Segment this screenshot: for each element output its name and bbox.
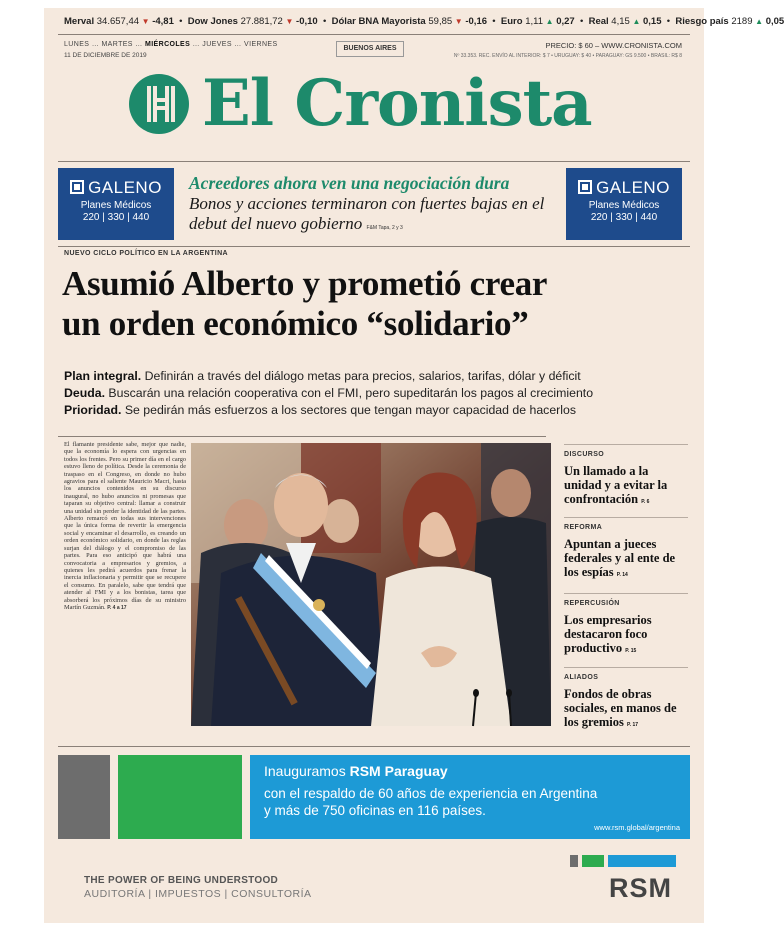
issue-date: 11 DE DICIEMBRE DE 2019 [64, 52, 147, 59]
ticker-real-change: 0,15 [643, 16, 662, 27]
galeno-brand: GALENO [58, 178, 174, 198]
cronista-logo-icon [129, 74, 189, 134]
galeno-ad-right[interactable] [566, 168, 682, 240]
lead-body-text: El flamante presidente sabe, mejor que nadie, que la economía lo espera con urgencias en todos los frentes. Pero su primer día en el cargo estuvo lleno de política. Desde la ceremonia de traspaso en el Congreso, en donde no hubo agravios para el saliente Mauricio Macri, hasta los anuncios contenidos en su discurso inaugural, no hubo anuncios ni promesas que taparan su objetivo central: llamar a construir una unidad sin perder la identidad de las partes. Alberto remarcó en todas sus intervenciones que la única forma de revertir la emergencia social y encaminar el desarrollo, es creando un orden económico solidario, en donde las reglas surjan del diálogo y el compromiso de las partes. Para eso anticipó que habrá una convocatoria a empresarios y gremios, a quienes les pedirá acuerdos para frenar la inercia inflacionaria y permitir que se recupere el consumo. En paralelo, sabe que tendrá que atender al FMI y a los bonistas, tarea que absorberá los próximos días de su ministro Martín Guzmán. P. 4 a 17 [64, 441, 186, 611]
divider [58, 161, 690, 162]
sidebar-item[interactable] [564, 667, 688, 732]
sidebar-item[interactable] [564, 517, 688, 582]
bullet-item: Plan integral. Definirán a través del diálogo metas para precios, salarios, tarifas, dólar y déficit [64, 369, 581, 383]
rsm-ad[interactable] [58, 755, 690, 923]
ticker-dow-value: 27.881,72 [240, 16, 283, 27]
down-arrow-icon: ▼ [454, 17, 463, 26]
ticker-real-label: Real [588, 16, 609, 27]
rsm-body: con el respaldo de 60 años de experiencia en Argentina y más de 750 oficinas en 116 países. [264, 786, 598, 818]
sidebar-category: REFORMA [564, 517, 688, 531]
ticker-euro-change: 0,27 [556, 16, 575, 27]
inauguration-photo [191, 443, 551, 726]
lead-photo [191, 443, 551, 726]
price-and-url: PRECIO: $ 60 – WWW.CRONISTA.COM [545, 41, 682, 50]
sidebar-category: REPERCUSIÓN [564, 593, 688, 607]
rsm-logo-square-icon [608, 855, 676, 867]
galeno-ad-left[interactable] [58, 168, 174, 240]
top-story-deck[interactable]: Bonos y acciones terminaron con fuertes bajas en el debut del nuevo gobierno F&M Tapa, 2 y 3 [189, 194, 545, 233]
ticker-euro-label: Euro [500, 16, 523, 27]
rsm-blue-panel [250, 755, 690, 839]
weekday: JUEVES [202, 41, 232, 48]
galeno-sub: Planes Médicos [588, 200, 660, 211]
sidebar-title: Un llamado a la unidad y a evitar la confrontación P. 6 [564, 464, 668, 506]
ticker-dolar-change: -0,16 [465, 16, 488, 27]
weekday-list: LUNES … MARTES … MIÉRCOLES … JUEVES … VIERNES [64, 41, 278, 48]
sidebar-item[interactable] [564, 444, 688, 509]
galeno-plans: 220 | 330 | 440 [82, 212, 150, 223]
ticker-dow-label: Dow Jones [187, 16, 238, 27]
divider [58, 34, 690, 35]
ticker-riesgo-label: Riesgo país [675, 16, 729, 27]
rsm-green-block [118, 755, 242, 839]
galeno-logo-icon [578, 180, 592, 194]
rsm-logo-square-icon [570, 855, 578, 867]
sidebar-title: Fondos de obras sociales, en manos de los gremios P. 17 [564, 687, 677, 729]
rsm-services: AUDITORÍA | IMPUESTOS | CONSULTORÍA [84, 888, 312, 900]
market-ticker: Merval 34.657,44 ▼ -4,81 • Dow Jones 27.881,72 ▼ -0,10 • Dólar BNA Mayorista 59,85 ▼ -0,16 • Euro 1,11 ▲ 0,27 • Real 4,15 ▲ 0,15 • Riesgo país 2189 ▲ 0,05 [64, 16, 784, 27]
lead-headline[interactable]: Asumió Alberto y prometió crear un orden económico “solidario” [62, 264, 548, 343]
rsm-headline: Inauguramos RSM Paraguay [264, 763, 448, 779]
lead-page-ref: P. 4 a 17 [107, 604, 127, 611]
rsm-gray-block [58, 755, 110, 839]
bullet-item: Prioridad. Se pedirán más esfuerzos a los sectores que tengan mayor capacidad de hacerlos [64, 403, 576, 417]
sidebar-title: Los empresarios destacaron foco productivo P. 15 [564, 613, 652, 655]
ticker-merval-change: -4,81 [152, 16, 174, 27]
edition-city: BUENOS AIRES [336, 41, 404, 57]
galeno-logo-icon [70, 180, 84, 194]
galeno-brand: GALENO [566, 178, 682, 198]
ticker-dolar-value: 59,85 [428, 16, 453, 27]
weekday-selected: MIÉRCOLES [144, 41, 191, 48]
ticker-riesgo-change: 0,05 [765, 16, 784, 27]
top-story-ref: F&M Tapa, 2 y 3 [366, 225, 403, 231]
rsm-logo-square-icon [582, 855, 604, 867]
sidebar-category: ALIADOS [564, 667, 688, 681]
divider [58, 246, 690, 247]
ticker-real-value: 4,15 [611, 16, 630, 27]
rsm-url[interactable]: www.rsm.global/argentina [594, 823, 680, 832]
up-arrow-icon: ▲ [755, 17, 764, 26]
divider [58, 436, 546, 437]
ticker-dolar-label: Dólar BNA Mayorista [331, 16, 426, 27]
down-arrow-icon: ▼ [141, 17, 150, 26]
down-arrow-icon: ▼ [285, 17, 294, 26]
up-arrow-icon: ▲ [545, 17, 554, 26]
fine-print: Nº 33.353. REC. ENVÍO AL INTERIOR: $ 7 • URUGUAY: $ 40 • PARAGUAY: GS 9.500 • BRASIL: R$ 8 [453, 53, 682, 59]
weekday: MARTES [101, 41, 133, 48]
rsm-logo: RSM [609, 873, 672, 903]
up-arrow-icon: ▲ [632, 17, 641, 26]
bullet-item: Deuda. Buscarán una relación cooperativa con el FMI, pero supeditarán los pagos al crecimiento [64, 386, 594, 400]
ticker-merval-label: Merval [64, 16, 95, 27]
ticker-riesgo-value: 2189 [731, 16, 753, 27]
ticker-euro-value: 1,11 [525, 16, 543, 27]
top-story-kicker[interactable]: Acreedores ahora ven una negociación dura [189, 173, 510, 193]
ticker-merval-value: 34.657,44 [96, 16, 140, 27]
divider [58, 746, 690, 747]
lead-bullets [64, 368, 694, 419]
galeno-plans: 220 | 330 | 440 [590, 212, 658, 223]
rsm-tagline: THE POWER OF BEING UNDERSTOOD [84, 875, 279, 886]
lead-section-label: NUEVO CICLO POLÍTICO EN LA ARGENTINA [64, 250, 228, 257]
weekday: VIERNES [244, 41, 278, 48]
sidebar-title: Apuntan a jueces federales y al ente de los espías P. 14 [564, 537, 676, 579]
newspaper-logo: El Cronista [202, 66, 592, 141]
ticker-dow-change: -0,10 [296, 16, 318, 27]
galeno-sub: Planes Médicos [80, 200, 152, 211]
sidebar-item[interactable] [564, 593, 688, 658]
newspaper-front-page [44, 8, 784, 923]
sidebar-category: DISCURSO [564, 444, 688, 458]
weekday: LUNES [64, 41, 90, 48]
